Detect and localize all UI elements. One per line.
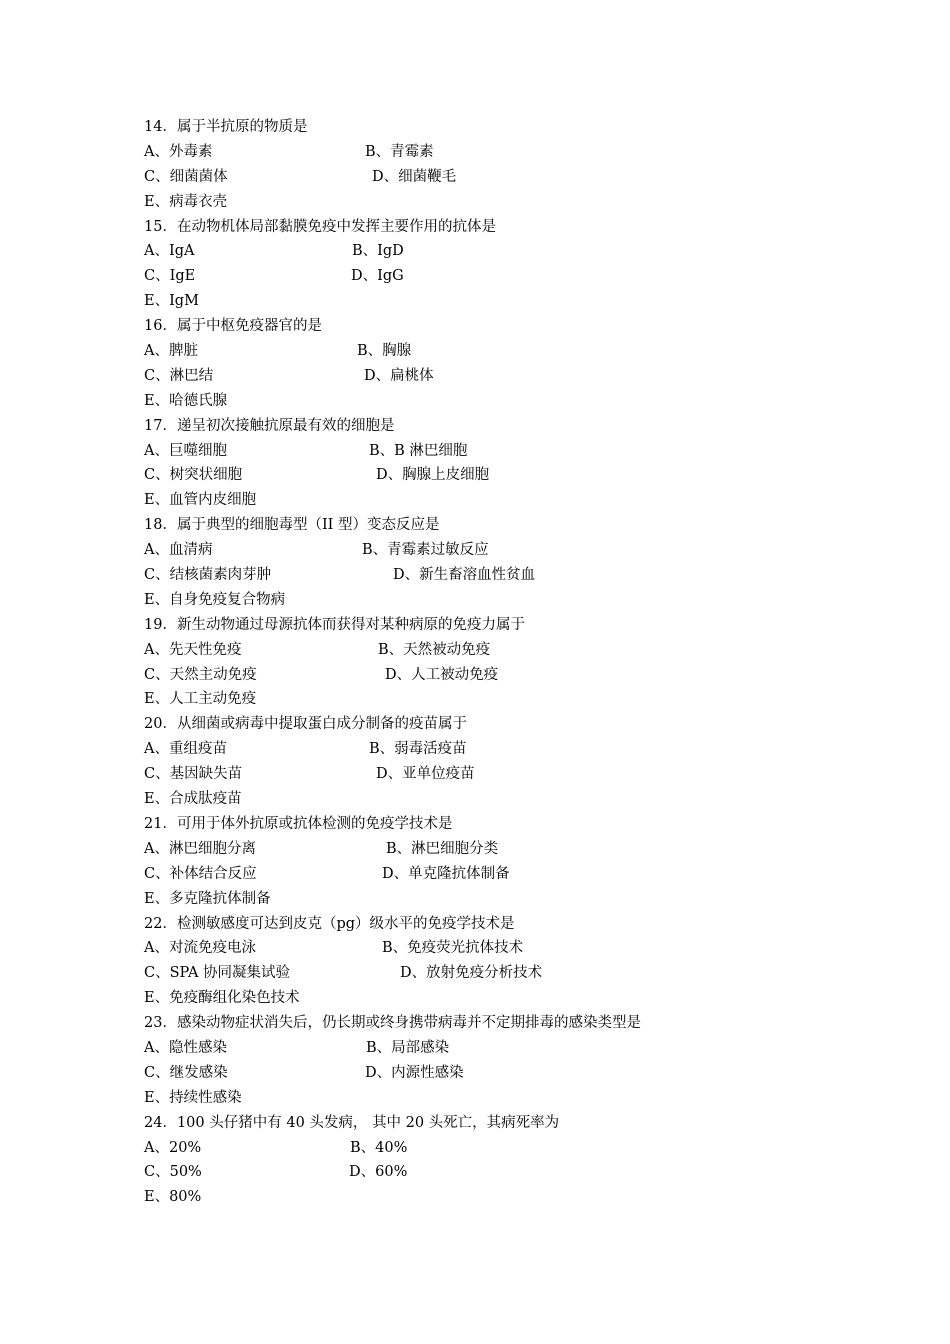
option-a: A、外毒素 (144, 143, 213, 160)
option-b: B、B 淋巴细胞 (369, 442, 468, 459)
option-e: E、哈德氏腺 (144, 392, 228, 409)
option-a: A、隐性感染 (144, 1039, 227, 1056)
option-a: A、IgA (144, 243, 195, 260)
question-stem: 20．从细菌或病毒中提取蛋白成分制备的疫苗属于 (144, 716, 467, 733)
option-d: D、单克隆抗体制备 (382, 865, 510, 882)
option-c: C、天然主动免疫 (144, 666, 257, 683)
option-c: C、基因缺失苗 (144, 766, 243, 783)
option-c: C、树突状细胞 (144, 467, 243, 484)
option-e: E、持续性感染 (144, 1089, 242, 1106)
question-stem: 18．属于典型的细胞毒型（II 型）变态反应是 (144, 517, 440, 534)
option-c: C、细菌菌体 (144, 168, 228, 185)
question-stem: 15．在动物机体局部黏膜免疫中发挥主要作用的抗体是 (144, 218, 496, 235)
option-a: A、对流免疫电泳 (144, 940, 256, 957)
option-e: E、免疫酶组化染色技术 (144, 990, 300, 1007)
question-22 (144, 912, 904, 1012)
option-d: D、扁桃体 (364, 367, 434, 384)
option-d: D、60% (349, 1164, 408, 1181)
option-d: D、人工被动免疫 (385, 666, 499, 683)
option-b: B、弱毒活疫苗 (369, 741, 467, 758)
question-16 (144, 314, 904, 414)
question-19 (144, 613, 904, 713)
option-a: A、巨噬细胞 (144, 442, 227, 459)
option-b: B、胸腺 (357, 343, 412, 360)
option-d: D、新生畜溶血性贫血 (393, 567, 536, 584)
option-c: C、IgE (144, 268, 196, 285)
question-stem: 21．可用于体外抗原或抗体检测的免疫学技术是 (144, 815, 453, 832)
question-17 (144, 414, 904, 514)
question-24 (144, 1111, 904, 1211)
option-e: E、人工主动免疫 (144, 691, 257, 708)
option-b: B、淋巴细胞分类 (386, 840, 499, 857)
option-a: A、先天性免疫 (144, 641, 242, 658)
option-e: E、自身免疫复合物病 (144, 591, 286, 608)
question-list (144, 115, 904, 1210)
option-d: D、内源性感染 (365, 1064, 464, 1081)
option-c: C、SPA 协同凝集试验 (144, 965, 291, 982)
question-stem: 16．属于中枢免疫器官的是 (144, 318, 322, 335)
question-stem: 19．新生动物通过母源抗体而获得对某种病原的免疫力属于 (144, 616, 525, 633)
question-20 (144, 712, 904, 812)
option-e: E、病毒衣壳 (144, 193, 228, 210)
option-c: C、结核菌素肉芽肿 (144, 567, 272, 584)
question-stem: 22．检测敏感度可达到皮克（pg）级水平的免疫学技术是 (144, 915, 515, 932)
option-b: B、40% (350, 1139, 408, 1156)
option-b: B、免疫荧光抗体技术 (382, 940, 524, 957)
option-e: E、80% (144, 1189, 202, 1206)
option-d: D、IgG (351, 268, 404, 285)
option-e: E、血管内皮细胞 (144, 492, 257, 509)
option-d: D、放射免疫分析技术 (400, 965, 543, 982)
option-c: C、淋巴结 (144, 367, 214, 384)
question-23 (144, 1011, 904, 1111)
option-a: A、血清病 (144, 542, 213, 559)
option-a: A、脾脏 (144, 343, 198, 360)
question-18 (144, 513, 904, 613)
question-stem: 17．递呈初次接触抗原最有效的细胞是 (144, 417, 395, 434)
question-stem: 14．属于半抗原的物质是 (144, 119, 308, 135)
option-b: B、局部感染 (366, 1039, 450, 1056)
option-a: A、20% (144, 1139, 202, 1156)
option-b: B、青霉素过敏反应 (362, 542, 489, 559)
question-stem: 23．感染动物症状消失后，仍长期或终身携带病毒并不定期排毒的感染类型是 (144, 1015, 641, 1032)
option-e: E、多克隆抗体制备 (144, 890, 271, 907)
option-c: C、继发感染 (144, 1064, 228, 1081)
option-a: A、重组疫苗 (144, 741, 227, 758)
option-d: D、胸腺上皮细胞 (376, 467, 490, 484)
option-c: C、50% (144, 1164, 202, 1181)
option-e: E、合成肽疫苗 (144, 791, 242, 808)
option-b: B、青霉素 (365, 143, 434, 160)
option-d: D、细菌鞭毛 (372, 168, 457, 185)
option-a: A、淋巴细胞分离 (144, 840, 256, 857)
option-c: C、补体结合反应 (144, 865, 257, 882)
question-stem: 24．100 头仔猪中有 40 头发病， 其中 20 头死亡，其病死率为 (144, 1114, 560, 1131)
question-14 (144, 115, 904, 215)
option-b: B、IgD (352, 243, 404, 260)
option-b: B、天然被动免疫 (378, 641, 491, 658)
option-e: E、IgM (144, 293, 199, 310)
option-d: D、亚单位疫苗 (376, 766, 475, 783)
question-15 (144, 215, 904, 315)
question-21 (144, 812, 904, 912)
